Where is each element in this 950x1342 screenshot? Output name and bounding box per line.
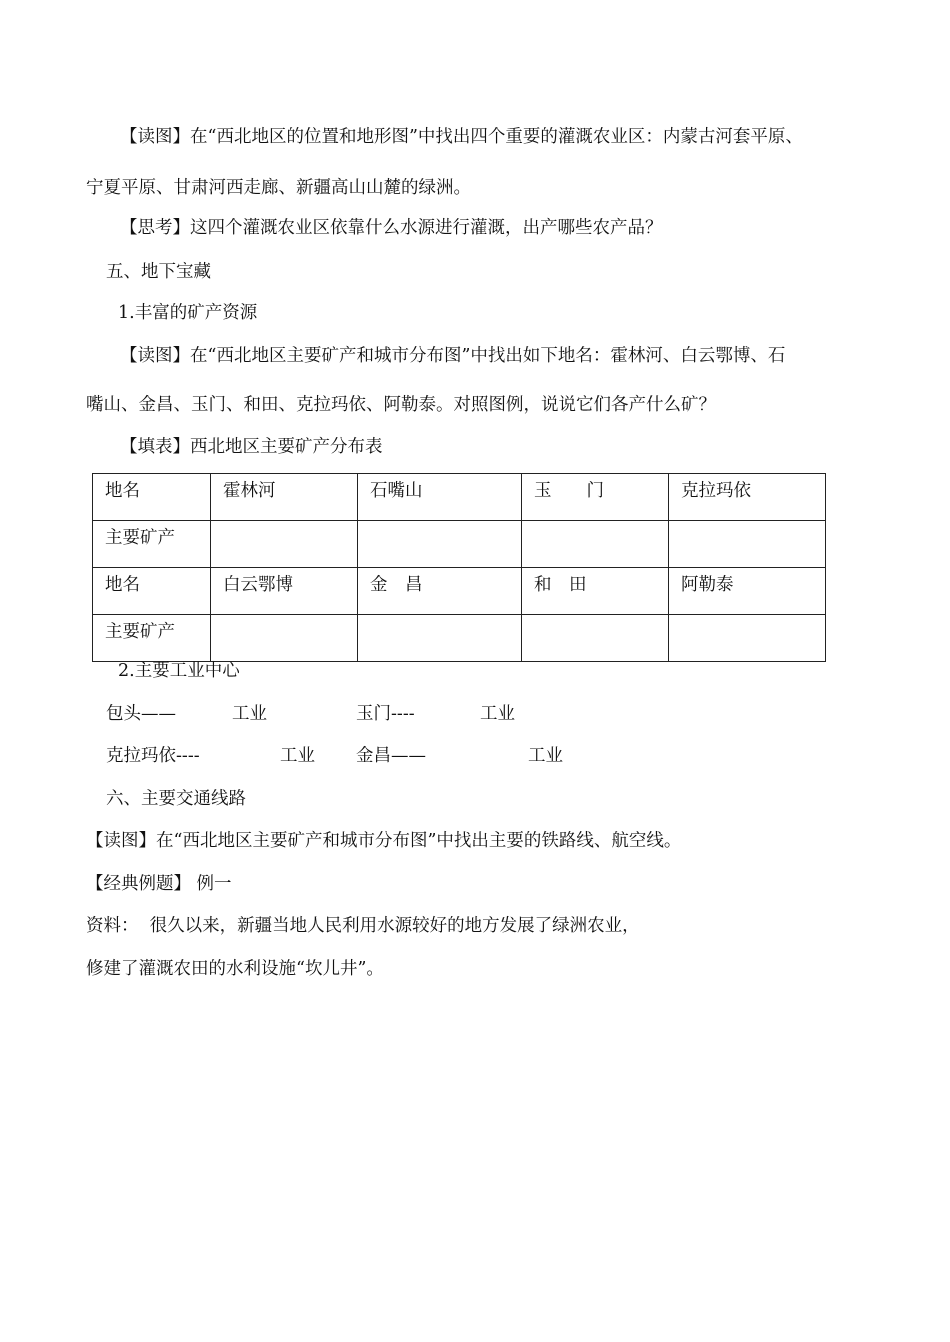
classic-example-heading: 【经典例题】 例一 — [86, 874, 232, 894]
table-cell: 主要矿产 — [93, 615, 211, 662]
table-row — [93, 568, 826, 615]
table-cell: 金 昌 — [358, 568, 522, 615]
table-cell-blank[interactable] — [522, 521, 669, 568]
thinking-question: 【思考】这四个灌溉农业区依靠什么水源进行灌溉，出产哪些农产品？ — [120, 218, 663, 238]
table-cell: 地名 — [93, 474, 211, 521]
table-cell: 和 田 — [522, 568, 669, 615]
material-line-1: 资料： 很久以来，新疆当地人民利用水源较好的地方发展了绿洲农业， — [86, 916, 640, 936]
table-cell: 白云鄂博 — [211, 568, 358, 615]
table-row — [93, 474, 826, 521]
table-row — [93, 615, 826, 662]
industry-baotou-label: 包头—— — [106, 704, 176, 724]
table-cell-blank[interactable] — [358, 521, 522, 568]
reading-instruction-2-line-2: 嘴山、金昌、玉门、和田、克拉玛依、阿勒泰。对照图例，说说它们各产什么矿？ — [86, 395, 716, 415]
industry-yumen-label: 玉门---- — [356, 704, 415, 724]
industry-yumen-suffix: 工业 — [480, 704, 515, 724]
table-cell: 霍林河 — [211, 474, 358, 521]
industry-jinchang-suffix: 工业 — [528, 746, 563, 766]
material-line-2: 修建了灌溉农田的水利设施“坎儿井”。 — [86, 959, 384, 979]
table-cell: 玉 门 — [522, 474, 669, 521]
industry-karamay-label: 克拉玛依---- — [106, 746, 200, 766]
reading-instruction-3: 【读图】在“西北地区主要矿产和城市分布图”中找出主要的铁路线、航空线。 — [86, 831, 682, 851]
table-cell-blank[interactable] — [358, 615, 522, 662]
table-cell-blank[interactable] — [522, 615, 669, 662]
table-cell: 主要矿产 — [93, 521, 211, 568]
table-cell-blank[interactable] — [669, 615, 826, 662]
table-row — [93, 521, 826, 568]
table-cell: 石嘴山 — [358, 474, 522, 521]
section-heading-underground-treasure: 五、地下宝藏 — [106, 262, 211, 282]
industry-karamay-suffix: 工业 — [280, 746, 315, 766]
table-cell: 阿勒泰 — [669, 568, 826, 615]
subheading-mineral-resources: 1.丰富的矿产资源 — [118, 303, 258, 323]
table-cell-blank[interactable] — [211, 521, 358, 568]
industry-baotou-suffix: 工业 — [232, 704, 267, 724]
reading-instruction-2-line-1: 【读图】在“西北地区主要矿产和城市分布图”中找出如下地名：霍林河、白云鄂博、石 — [120, 346, 786, 366]
fill-table-title: 【填表】西北地区主要矿产分布表 — [120, 437, 383, 457]
reading-instruction-1-line-2: 宁夏平原、甘肃河西走廊、新疆高山山麓的绿洲。 — [86, 178, 471, 198]
table-cell: 地名 — [93, 568, 211, 615]
table-cell: 克拉玛依 — [669, 474, 826, 521]
industry-jinchang-label: 金昌—— — [356, 746, 426, 766]
reading-instruction-1-line-1: 【读图】在“西北地区的位置和地形图”中找出四个重要的灌溉农业区：内蒙古河套平原、 — [120, 127, 803, 147]
table-cell-blank[interactable] — [211, 615, 358, 662]
section-heading-transport-routes: 六、主要交通线路 — [106, 789, 246, 809]
subheading-industrial-centers: 2.主要工业中心 — [118, 661, 240, 681]
mineral-distribution-table — [92, 473, 826, 662]
table-cell-blank[interactable] — [669, 521, 826, 568]
